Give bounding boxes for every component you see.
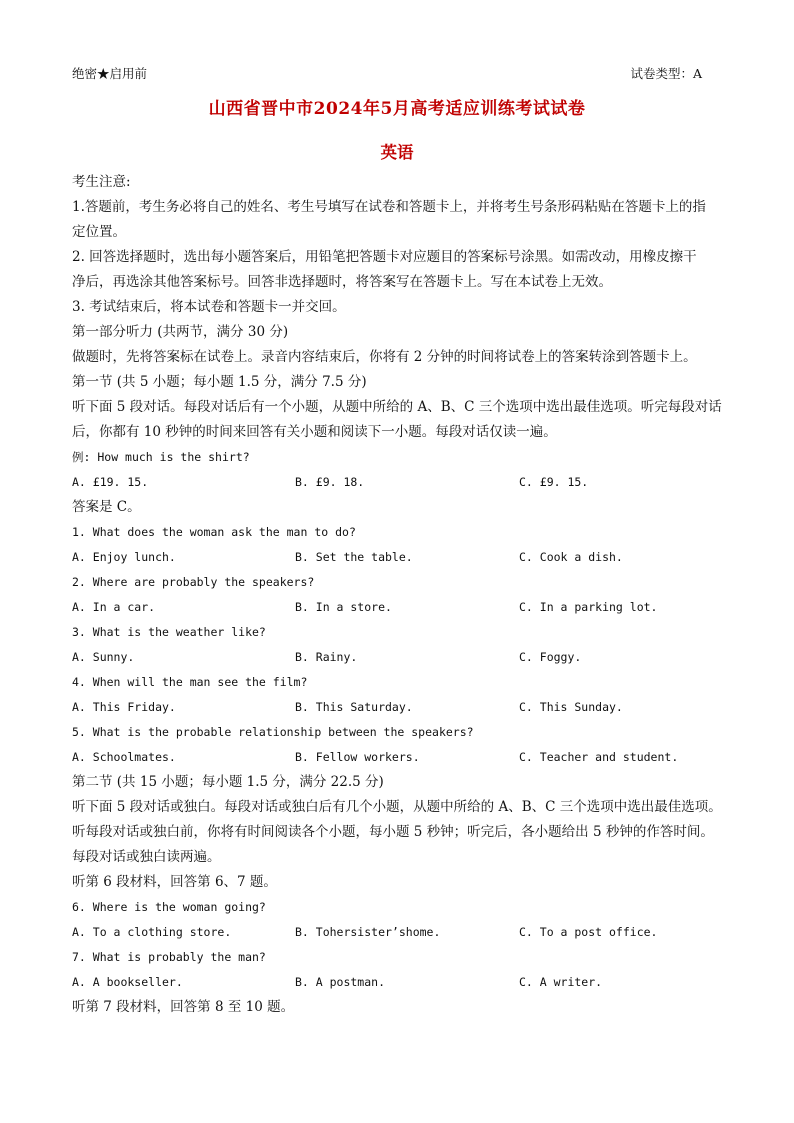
option-c: C. To a post office. — [519, 925, 658, 939]
question-4: 4. When will the man see the film? — [72, 675, 308, 689]
question-5-options — [72, 745, 732, 770]
section2-heading: 第二节 (共 15 小题；每小题 1.5 分，满分 22.5 分) — [72, 774, 384, 790]
option-a: A. This Friday. — [72, 700, 176, 714]
question-6: 6. Where is the woman going? — [72, 900, 266, 914]
material-6-heading: 听第 6 段材料，回答第 6、7 题。 — [72, 874, 277, 890]
option-a: A. Sunny. — [72, 650, 135, 664]
section2-instruction-line-1: 听下面 5 段对话或独白。每段对话或独白后有几个小题，从题中所给的 A、B、C 三个选项中选出最佳选项。 — [72, 799, 722, 815]
exam-title: 山西省晋中市2024年5月高考适应训练考试试卷 — [208, 99, 586, 119]
notice-item-1-line-2: 定位置。 — [72, 224, 126, 240]
notice-item-1-line-1: 1.答题前，考生务必将自己的姓名、考生号填写在试卷和答题卡上，并将考生号条形码粘贴在答题卡上的指 — [72, 199, 706, 215]
question-6-options — [72, 920, 732, 945]
option-c: C. This Sunday. — [519, 700, 623, 714]
example-answer: 答案是 C。 — [72, 499, 141, 515]
option-b: B. Rainy. — [295, 650, 358, 664]
option-b: B. In a store. — [295, 600, 392, 614]
page-header — [72, 64, 702, 82]
example-question: 例: How much is the shirt? — [72, 450, 250, 464]
example-options — [72, 470, 732, 495]
question-1: 1. What does the woman ask the man to do? — [72, 525, 356, 539]
question-1-options — [72, 545, 732, 570]
notice-item-2-line-1: 2. 回答选择题时，选出每小题答案后，用铅笔把答题卡对应题目的答案标号涂黑。如需改动，用橡皮擦干 — [72, 249, 697, 265]
option-b: B. Tohersister’shome. — [295, 925, 441, 939]
option-c: C. Teacher and student. — [519, 750, 679, 764]
option-a: A. To a clothing store. — [72, 925, 232, 939]
question-4-options — [72, 695, 732, 720]
section2-instruction-line-3: 每段对话或独白读两遍。 — [72, 849, 221, 865]
paper-type-label: 试卷类型：A — [630, 66, 702, 81]
question-7: 7. What is probably the man? — [72, 950, 266, 964]
question-2-options — [72, 595, 732, 620]
part1-instruction: 做题时，先将答案标在试卷上。录音内容结束后，你将有 2 分钟的时间将试卷上的答案转涂到答题卡上。 — [72, 349, 697, 365]
option-a: A. £19. 15. — [72, 475, 149, 489]
option-c: C. £9. 15. — [519, 475, 589, 489]
option-b: B. Fellow workers. — [295, 750, 420, 764]
option-b: B. This Saturday. — [295, 700, 413, 714]
confidential-label: 绝密★启用前 — [72, 66, 148, 81]
option-c: C. Foggy. — [519, 650, 582, 664]
option-c: C. In a parking lot. — [519, 600, 658, 614]
subject-title: 英语 — [380, 143, 414, 162]
notice-item-2-line-2: 净后，再选涂其他答案标号。回答非选择题时，将答案写在答题卡上。写在本试卷上无效。 — [72, 274, 612, 290]
question-3-options — [72, 645, 732, 670]
section1-instruction-line-2: 后，你都有 10 秒钟的时间来回答有关小题和阅读下一小题。每段对话仅读一遍。 — [72, 424, 557, 440]
option-a: A. In a car. — [72, 600, 156, 614]
option-b: B. A postman. — [295, 975, 386, 989]
option-a: A. A bookseller. — [72, 975, 183, 989]
notice-item-3: 3. 考试结束后，将本试卷和答题卡一并交回。 — [72, 299, 346, 315]
option-b: B. Set the table. — [295, 550, 413, 564]
notice-heading: 考生注意: — [72, 174, 131, 190]
question-3: 3. What is the weather like? — [72, 625, 266, 639]
question-7-options — [72, 970, 732, 995]
option-c: C. A writer. — [519, 975, 603, 989]
question-5: 5. What is the probable relationship between the speakers? — [72, 725, 474, 739]
part1-heading: 第一部分听力 (共两节，满分 30 分) — [72, 324, 289, 340]
material-7-heading: 听第 7 段材料，回答第 8 至 10 题。 — [72, 999, 295, 1015]
section1-instruction-line-1: 听下面 5 段对话。每段对话后有一个小题，从题中所给的 A、B、C 三个选项中选出最佳选项。听完每段对话 — [72, 399, 722, 415]
option-c: C. Cook a dish. — [519, 550, 623, 564]
option-b: B. £9. 18. — [295, 475, 365, 489]
question-2: 2. Where are probably the speakers? — [72, 575, 315, 589]
option-a: A. Enjoy lunch. — [72, 550, 176, 564]
section2-instruction-line-2: 听每段对话或独白前，你将有时间阅读各个小题，每小题 5 秒钟；听完后，各小题给出 5 秒钟的作答时间。 — [72, 824, 714, 840]
section1-heading: 第一节 (共 5 小题；每小题 1.5 分，满分 7.5 分) — [72, 374, 367, 390]
option-a: A. Schoolmates. — [72, 750, 176, 764]
exam-content — [72, 170, 732, 1020]
